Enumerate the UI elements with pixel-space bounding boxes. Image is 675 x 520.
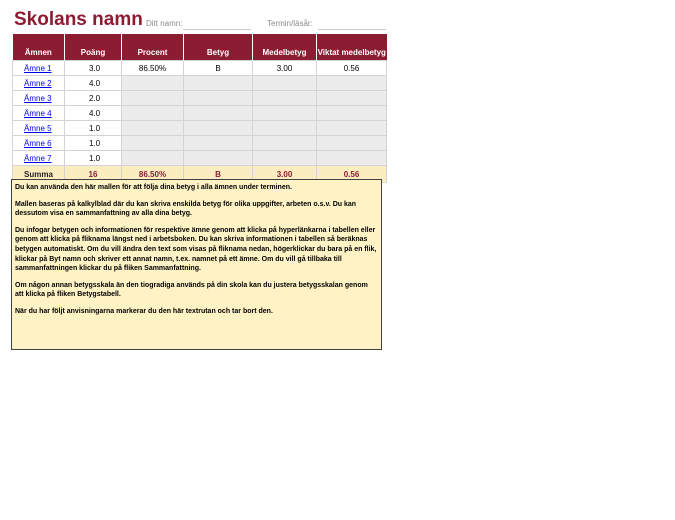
average-cell[interactable] bbox=[253, 91, 317, 106]
term-label: Termin/läsår: bbox=[267, 19, 313, 28]
subject-link[interactable]: Ämne 3 bbox=[24, 93, 52, 103]
percent-cell[interactable] bbox=[122, 106, 184, 121]
column-header-average[interactable]: Medelbetyg bbox=[253, 34, 317, 61]
grade-cell[interactable] bbox=[184, 121, 253, 136]
weighted-cell[interactable] bbox=[317, 106, 387, 121]
points-cell[interactable]: 4.0 bbox=[65, 76, 122, 91]
average-cell[interactable]: 3.00 bbox=[253, 61, 317, 76]
percent-cell[interactable]: 86.50% bbox=[122, 61, 184, 76]
percent-cell[interactable] bbox=[122, 76, 184, 91]
subject-cell[interactable] bbox=[13, 106, 65, 121]
summary-grade[interactable]: B bbox=[184, 166, 253, 183]
grade-cell[interactable] bbox=[184, 76, 253, 91]
table-row bbox=[13, 121, 387, 136]
table-header-row bbox=[13, 34, 387, 61]
weighted-cell[interactable] bbox=[317, 91, 387, 106]
summary-average[interactable]: 3.00 bbox=[253, 166, 317, 183]
grade-table bbox=[12, 34, 387, 183]
subject-cell[interactable] bbox=[13, 91, 65, 106]
summary-percent[interactable]: 86.50% bbox=[122, 166, 184, 183]
instruction-paragraph: Mallen baseras på kalkylblad där du kan skriva enskilda betyg för olika uppgifter, arbeten o.s.v. Du kan dessutom visa en sammanfattning av alla dina betyg. bbox=[15, 200, 357, 218]
instruction-paragraph: När du har följt anvisningarna markerar du den här textrutan och tar bort den. bbox=[15, 307, 273, 315]
average-cell[interactable] bbox=[253, 76, 317, 91]
subject-link[interactable]: Ämne 2 bbox=[24, 78, 52, 88]
points-cell[interactable]: 3.0 bbox=[65, 61, 122, 76]
instruction-paragraph: Om någon annan betygsskala än den tiogradiga används på din skola kan du justera betygsskalan genom att klicka på fliken Betygstabell. bbox=[15, 281, 368, 299]
table-row bbox=[13, 136, 387, 151]
term-field[interactable] bbox=[318, 29, 386, 30]
grade-cell[interactable] bbox=[184, 151, 253, 166]
subject-cell[interactable] bbox=[13, 76, 65, 91]
subject-link[interactable]: Ämne 1 bbox=[24, 63, 52, 73]
grade-cell[interactable]: B bbox=[184, 61, 253, 76]
percent-cell[interactable] bbox=[122, 136, 184, 151]
grade-cell[interactable] bbox=[184, 106, 253, 121]
table-row bbox=[13, 151, 387, 166]
instruction-paragraph: Du infogar betygen och informationen för respektive ämne genom att klicka på hyperlänkarna i tabellen eller genom att klicka på fliknama längst ned i arbetsboken. Du kan skriva informationen i tabellen så beräknas betygen automatiskt. Om du vill ändra den text som visas på fliknama nedan, högerklickar du bara på en flik, klickar på Byt namn och skriver ett annat namn, t.ex. namnet på ett ämne. Om du vill gå tillbaka till sammanfattningen klickar du på fliken Sammanfattning. bbox=[15, 226, 377, 273]
table-row bbox=[13, 76, 387, 91]
subject-cell[interactable] bbox=[13, 151, 65, 166]
table-row bbox=[13, 106, 387, 121]
column-header-percent[interactable]: Procent bbox=[122, 34, 184, 61]
subject-link[interactable]: Ämne 7 bbox=[24, 153, 52, 163]
percent-cell[interactable] bbox=[122, 91, 184, 106]
instructions-textbox[interactable] bbox=[11, 179, 382, 350]
column-header-subject[interactable]: Ämnen bbox=[13, 34, 65, 61]
weighted-cell[interactable] bbox=[317, 76, 387, 91]
subject-link[interactable]: Ämne 6 bbox=[24, 138, 52, 148]
summary-weighted[interactable]: 0.56 bbox=[317, 166, 387, 183]
subject-cell[interactable] bbox=[13, 61, 65, 76]
table-row bbox=[13, 61, 387, 76]
grade-cell[interactable] bbox=[184, 136, 253, 151]
subject-cell[interactable] bbox=[13, 121, 65, 136]
page-title: Skolans namn bbox=[14, 9, 143, 30]
percent-cell[interactable] bbox=[122, 121, 184, 136]
percent-cell[interactable] bbox=[122, 151, 184, 166]
average-cell[interactable] bbox=[253, 121, 317, 136]
column-header-points[interactable]: Poäng bbox=[65, 34, 122, 61]
instruction-paragraph: Du kan använda den här mallen för att följa dina betyg i alla ämnen under terminen. bbox=[15, 184, 292, 191]
points-cell[interactable]: 2.0 bbox=[65, 91, 122, 106]
weighted-cell[interactable] bbox=[317, 151, 387, 166]
column-header-weighted[interactable]: Viktat medelbetyg bbox=[317, 34, 387, 61]
average-cell[interactable] bbox=[253, 136, 317, 151]
subject-cell[interactable] bbox=[13, 136, 65, 151]
weighted-cell[interactable]: 0.56 bbox=[317, 61, 387, 76]
summary-points[interactable]: 16 bbox=[65, 166, 122, 183]
subject-link[interactable]: Ämne 5 bbox=[24, 123, 52, 133]
weighted-cell[interactable] bbox=[317, 121, 387, 136]
subject-link[interactable]: Ämne 4 bbox=[24, 108, 52, 118]
name-field[interactable] bbox=[183, 29, 251, 30]
average-cell[interactable] bbox=[253, 151, 317, 166]
points-cell[interactable]: 1.0 bbox=[65, 136, 122, 151]
summary-label: Summa bbox=[13, 166, 65, 183]
points-cell[interactable]: 1.0 bbox=[65, 151, 122, 166]
average-cell[interactable] bbox=[253, 106, 317, 121]
weighted-cell[interactable] bbox=[317, 136, 387, 151]
points-cell[interactable]: 4.0 bbox=[65, 106, 122, 121]
grade-cell[interactable] bbox=[184, 91, 253, 106]
points-cell[interactable]: 1.0 bbox=[65, 121, 122, 136]
name-label: Ditt namn: bbox=[146, 19, 183, 28]
table-row bbox=[13, 91, 387, 106]
column-header-grade[interactable]: Betyg bbox=[184, 34, 253, 61]
